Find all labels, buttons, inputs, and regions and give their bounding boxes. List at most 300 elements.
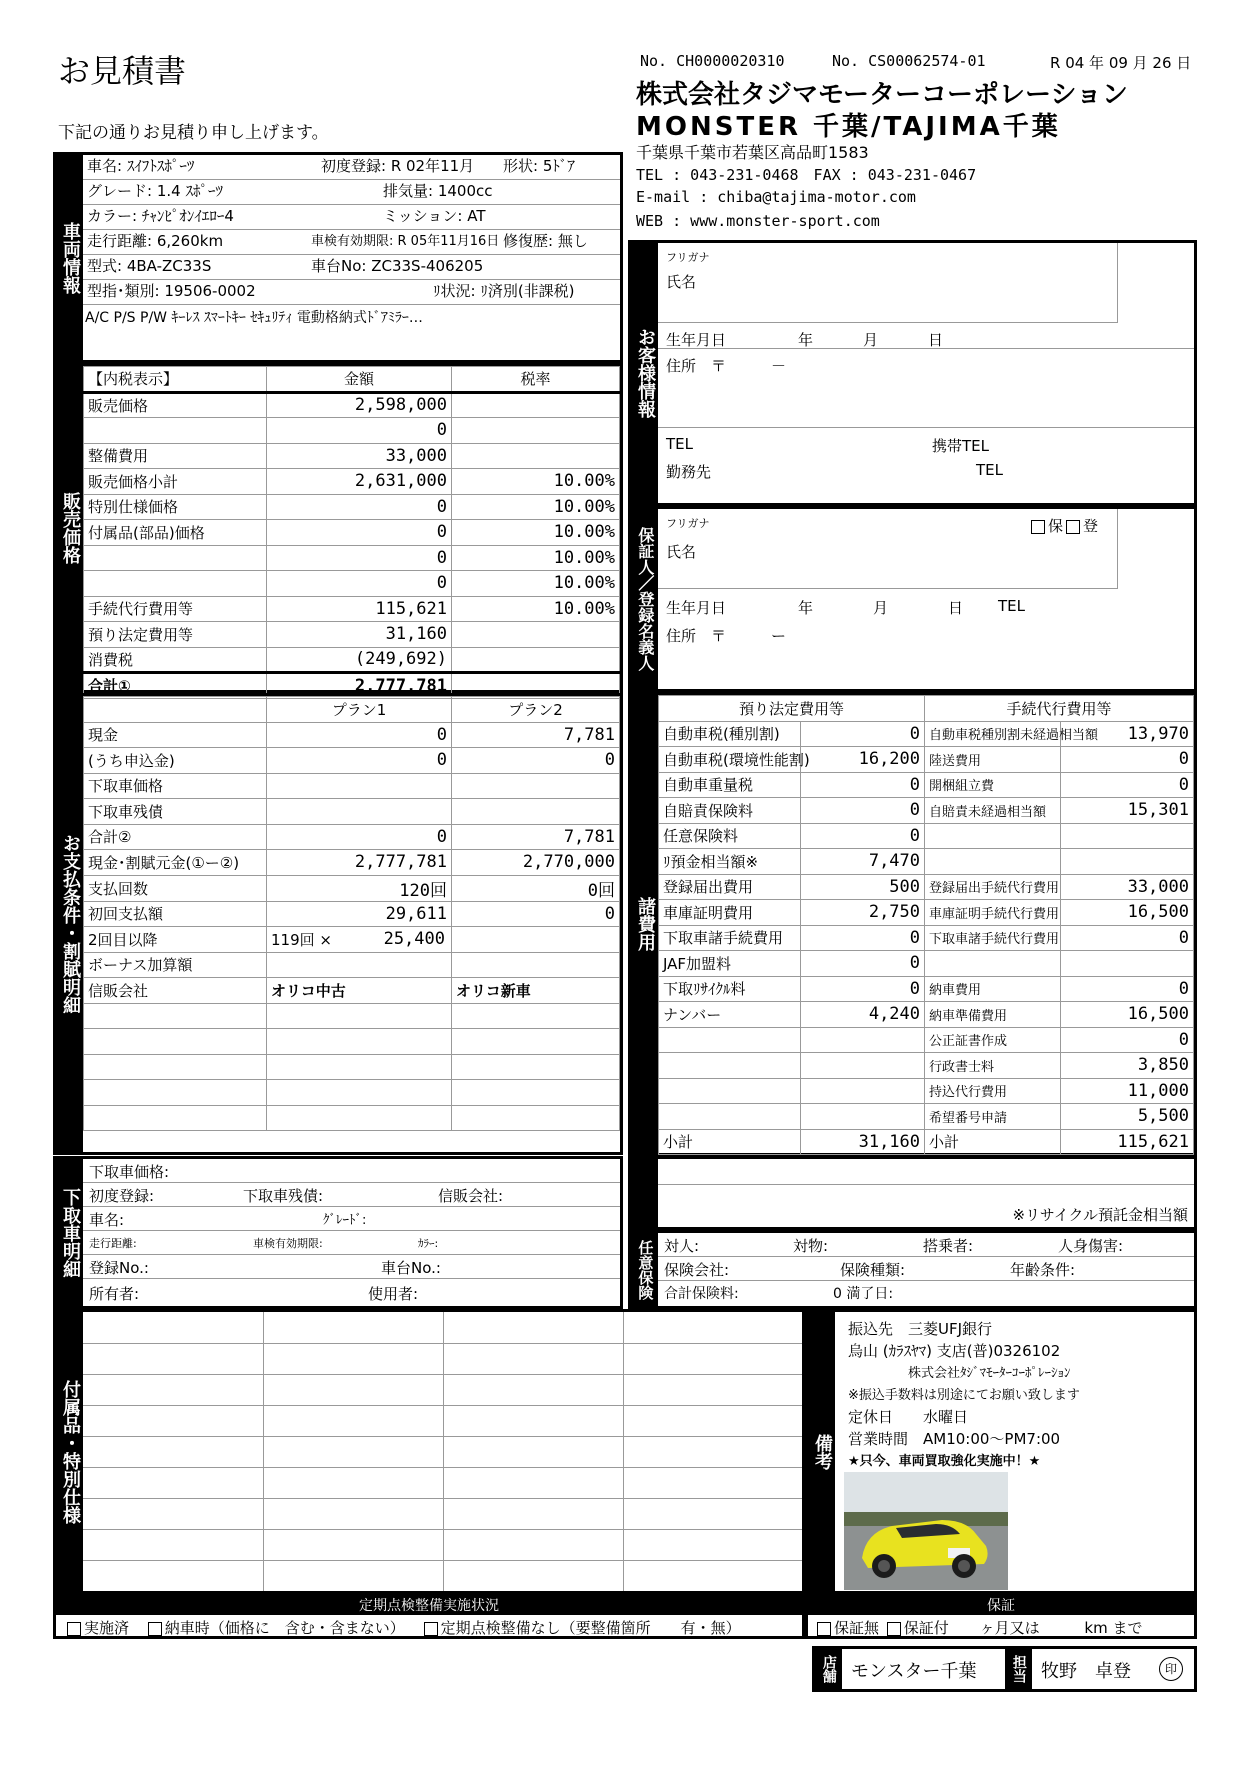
- guarantor-address: 住所 〒 ー: [666, 627, 787, 645]
- tradein-regno: 登録No.:: [89, 1259, 149, 1277]
- agency-fee-label: 行政書士料: [925, 1053, 1061, 1079]
- payment-plan2-value: 0回: [452, 875, 620, 901]
- payment-row: [84, 850, 620, 876]
- customer-label-text: お客様情報: [634, 328, 656, 418]
- agency-fee-amount: [1061, 849, 1194, 875]
- grid-line: [83, 1467, 802, 1468]
- company-name: 株式会社タジマモーターコーポレーション: [636, 80, 1128, 110]
- legal-fee-amount: 500: [801, 874, 925, 900]
- inspection-box: [53, 1594, 805, 1639]
- agency-fee-amount: 0: [1061, 976, 1194, 1002]
- price-header-1: 【内税表示】: [84, 367, 267, 393]
- fee-row: [659, 1053, 1194, 1079]
- price-row-tax: 10.00%: [452, 545, 620, 571]
- grid-line: [83, 1560, 802, 1561]
- intro-text: 下記の通りお見積り申し上げます。: [58, 123, 329, 143]
- displacement: 排気量: 1400cc: [383, 182, 493, 200]
- with-warranty-label: 保証付: [903, 1619, 949, 1637]
- legal-fee-label: [659, 1053, 801, 1079]
- legal-fee-label: 登録届出費用: [659, 874, 801, 900]
- agency-fee-amount: 13,970: [1061, 721, 1194, 747]
- agency-fee-amount: 16,500: [1061, 1002, 1194, 1028]
- price-row: [84, 418, 620, 444]
- no-warranty-label: 保証無: [834, 1619, 880, 1637]
- price-row-tax: [452, 443, 620, 469]
- company-email: E-mail : chiba@tajima-motor.com: [636, 188, 916, 206]
- legal-fee-label: ﾘ預金相当額※: [659, 849, 801, 875]
- legal-fee-amount: 0: [801, 798, 925, 824]
- agency-fee-label: 納車準備費用: [925, 1002, 1061, 1028]
- agency-fee-label: 登録届出手続代行費用: [925, 874, 1061, 900]
- payment-row-label: 支払回数: [84, 875, 267, 901]
- fee-row: [659, 849, 1194, 875]
- warranty-months: ヶ月又は: [979, 1619, 1040, 1637]
- price-row-tax: 10.00%: [452, 596, 620, 622]
- fee-row: [659, 900, 1194, 926]
- agency-fee-label: [925, 849, 1061, 875]
- price-box: [53, 363, 623, 696]
- guarantor-day: 日: [948, 599, 964, 617]
- estimate-no-1: No. CH0000020310: [640, 52, 785, 70]
- body-shape: 形状: 5ﾄﾞｱ: [503, 157, 575, 175]
- agency-fee-amount: 16,500: [1061, 900, 1194, 926]
- tradein-credit: 信販会社:: [438, 1187, 504, 1205]
- agency-fee-amount: 15,301: [1061, 798, 1194, 824]
- ins-property: 対物:: [793, 1237, 829, 1255]
- price-row: [84, 622, 620, 648]
- second-payment-count: 119回 ×: [271, 930, 332, 949]
- price-row-label: [84, 418, 267, 444]
- tradein-box: [53, 1156, 623, 1309]
- price-row-tax: 10.00%: [452, 520, 620, 546]
- promo-text: ★只今、車両買取強化実施中！★: [848, 1454, 1041, 1469]
- price-row-label: 販売価格小計: [84, 469, 267, 495]
- seal-mark: 印: [1159, 1657, 1183, 1681]
- legal-fee-label: 下取ﾘｻｲｸﾙ料: [659, 976, 801, 1002]
- price-row-tax: [452, 647, 620, 673]
- legal-fee-amount: 7,470: [801, 849, 925, 875]
- payment-row: [84, 875, 620, 901]
- agency-fee-amount: 5,500: [1061, 1104, 1194, 1130]
- agency-fee-amount: 0: [1061, 747, 1194, 773]
- registrant-checkbox[interactable]: [1066, 520, 1080, 534]
- price-row-amount: 33,000: [267, 443, 452, 469]
- accessory-label-text: 付属品・特別仕様: [59, 1379, 81, 1524]
- mileage: 走行距離: 6,260km: [87, 232, 224, 250]
- shop-name: MONSTER 千葉/TAJIMA千葉: [636, 112, 1061, 142]
- price-row-amount: 0: [267, 545, 452, 571]
- agency-fee-amount: 3,850: [1061, 1053, 1194, 1079]
- payment-label: [56, 696, 83, 1152]
- price-row-label: 特別仕様価格: [84, 494, 267, 520]
- tradein-label: [56, 1159, 83, 1306]
- payment-plan1-value: 0: [267, 824, 452, 850]
- fee-row: [659, 823, 1194, 849]
- legal-fee-amount: 0: [801, 823, 925, 849]
- chassis-no: 車台No: ZC33S-406205: [311, 257, 484, 275]
- customer-furigana: フリガナ: [666, 251, 710, 264]
- first-registration: 初度登録: R 02年11月: [321, 157, 475, 175]
- price-row-label: 整備費用: [84, 443, 267, 469]
- accessory-box: [53, 1309, 805, 1594]
- payment-row-label: 現金: [84, 722, 267, 748]
- price-row-amount: 0: [267, 494, 452, 520]
- no-warranty-checkbox[interactable]: [817, 1622, 831, 1636]
- credit-company-1: オリコ中古: [267, 978, 452, 1004]
- fee-row: [659, 1002, 1194, 1028]
- price-row: [84, 494, 620, 520]
- registrant-opt-label: 登: [1083, 517, 1099, 535]
- grade: グレード: 1.4 ｽﾎﾟｰﾂ: [87, 182, 223, 200]
- inspection-delivery-checkbox[interactable]: [148, 1622, 162, 1636]
- fees-box: [628, 692, 1197, 1156]
- vehicle-info-label-text: 車両情報: [59, 221, 81, 294]
- credit-company-label: 信販会社: [84, 978, 267, 1004]
- fee-row: [659, 772, 1194, 798]
- car-photo: [844, 1472, 1008, 1590]
- company-web: WEB : www.monster-sport.com: [636, 212, 880, 230]
- bonus-label: ボーナス加算額: [84, 952, 267, 978]
- tradein-car: 車名:: [89, 1211, 125, 1229]
- inspection-delivery-label: 納車時（価格に 含む・含まない）: [164, 1619, 405, 1637]
- legal-fee-amount: [801, 1027, 925, 1053]
- payment-row: [84, 748, 620, 774]
- payment-plan2-value: 7,781: [452, 722, 620, 748]
- guarantor-checkbox[interactable]: [1031, 520, 1045, 534]
- price-row: [84, 392, 620, 418]
- holiday: 定休日 水曜日: [848, 1408, 969, 1426]
- legal-fee-label: [659, 1104, 801, 1130]
- ins-expiry: 0 満了日:: [833, 1286, 894, 1302]
- plan2-header: プラン2: [452, 697, 620, 723]
- vehicle-info-label: [56, 155, 83, 360]
- legal-fee-label: 車庫証明費用: [659, 900, 801, 926]
- fee-row: [659, 1027, 1194, 1053]
- legal-fee-label: 自賠責保険料: [659, 798, 801, 824]
- inspection-none-checkbox[interactable]: [424, 1622, 438, 1636]
- price-row-label: 手続代行費用等: [84, 596, 267, 622]
- plan1-header: プラン1: [267, 697, 452, 723]
- customer-birth-month: 月: [863, 331, 879, 349]
- insurance-label: [631, 1233, 658, 1306]
- price-row-tax: [452, 392, 620, 418]
- payment-plan1-value: 0: [267, 748, 452, 774]
- inspection-none-label: 定期点検整備なし（要整備箇所 有・無）: [440, 1619, 741, 1637]
- fee-row: [659, 925, 1194, 951]
- warranty-title: 保証: [808, 1597, 1194, 1615]
- legal-fee-amount: 0: [801, 772, 925, 798]
- payment-plan1-value: 2,777,781: [267, 850, 452, 876]
- business-hours: 営業時間 AM10:00～PM7:00: [848, 1430, 1061, 1448]
- price-row-label: 付属品(部品)価格: [84, 520, 267, 546]
- recycle-note-label-bar: [631, 1159, 658, 1227]
- guarantor-furigana: フリガナ: [666, 517, 710, 530]
- vehicle-info-box: [53, 152, 623, 363]
- with-warranty-checkbox[interactable]: [887, 1622, 901, 1636]
- tradein-inspect: 車検有効期限:: [253, 1237, 323, 1250]
- tradein-owner: 所有者:: [89, 1285, 140, 1303]
- fees-subtotal-label-1: 小計: [659, 1129, 801, 1155]
- staff-label: [1005, 1649, 1032, 1689]
- guarantor-name-label: 氏名: [666, 543, 697, 561]
- equipment: A/C P/S P/W ｷｰﾚｽ ｽﾏｰﾄｷｰ ｾｷｭﾘﾃｨ 電動格納式ﾄﾞｱﾐﾗｰ…: [85, 310, 423, 326]
- price-row-tax: [452, 418, 620, 444]
- payment-row-label: (うち申込金): [84, 748, 267, 774]
- payment-row-label: 現金･割賦元金(①ー②): [84, 850, 267, 876]
- payment-box: [53, 693, 623, 1155]
- legal-fee-label: 自動車税(種別割): [659, 721, 801, 747]
- model-code: 型式: 4BA-ZC33S: [87, 257, 212, 275]
- guarantor-label: [631, 509, 658, 689]
- customer-birth-year: 年: [798, 331, 814, 349]
- agency-fee-label: 開梱組立費: [925, 772, 1061, 798]
- customer-birth: 生年月日: [666, 331, 727, 349]
- warranty-km: km まで: [1084, 1619, 1143, 1637]
- legal-fee-label: [659, 1027, 801, 1053]
- notes-label: [808, 1312, 835, 1591]
- price-row-tax: 10.00%: [452, 494, 620, 520]
- payment-plan2-value: [452, 773, 620, 799]
- legal-fee-amount: 16,200: [801, 747, 925, 773]
- payment-row-label: 合計②: [84, 824, 267, 850]
- tradein-debt: 下取車残債:: [243, 1187, 324, 1205]
- recycle-note: ※リサイクル預託金相当額: [1012, 1206, 1188, 1224]
- staff-name: 牧野 卓登: [1041, 1661, 1131, 1682]
- recycle-note-box: [628, 1156, 1197, 1230]
- payment-row-label: 下取車残債: [84, 799, 267, 825]
- guarantor-opt-label: 保: [1048, 517, 1064, 535]
- price-row-amount: 115,621: [267, 596, 452, 622]
- ins-company: 保険会社:: [664, 1261, 730, 1279]
- grid-line: [83, 1498, 802, 1499]
- price-row: [84, 469, 620, 495]
- agency-fee-label: 陸送費用: [925, 747, 1061, 773]
- price-row-tax: 10.00%: [452, 469, 620, 495]
- tradein-mileage: 走行距離:: [89, 1237, 137, 1250]
- color: カラー: ﾁｬﾝﾋﾟｵﾝｲｴﾛｰ4: [87, 207, 234, 225]
- agency-fee-label: 車庫証明手続代行費用: [925, 900, 1061, 926]
- payment-row: [84, 722, 620, 748]
- customer-work: 勤務先: [666, 463, 712, 481]
- tradein-user: 使用者:: [368, 1285, 419, 1303]
- payment-plan1-value: [267, 799, 452, 825]
- price-row-amount: 0: [267, 520, 452, 546]
- store-box: [812, 1646, 1197, 1692]
- tradein-grade: ｸﾞﾚｰﾄﾞ:: [323, 1213, 367, 1228]
- bank-branch: 烏山 (ｶﾗｽﾔﾏ) 支店(普)0326102: [848, 1342, 1061, 1360]
- price-label-text: 販売価格: [59, 492, 81, 564]
- grid-line: [83, 1405, 802, 1406]
- agency-fee-label: 希望番号申請: [925, 1104, 1061, 1130]
- customer-address: 住所 〒 －: [666, 357, 787, 375]
- legal-fee-amount: 0: [801, 976, 925, 1002]
- fees-subtotal-label-2: 小計: [925, 1129, 1061, 1155]
- customer-tel: TEL: [666, 435, 693, 453]
- staff-label-text: 担当: [1010, 1655, 1027, 1683]
- agency-fee-amount: 0: [1061, 925, 1194, 951]
- transfer-fee-note: ※振込手数料は別途にてお願い致します: [848, 1388, 1080, 1403]
- fees-label: [631, 695, 658, 1153]
- payment-plan2-value: 0: [452, 748, 620, 774]
- payment-plan1-value: 0: [267, 722, 452, 748]
- payment-row: [84, 799, 620, 825]
- agency-fee-label: 自賠責未経過相当額: [925, 798, 1061, 824]
- warranty-box: [805, 1594, 1197, 1639]
- ins-injury: 人身傷害:: [1058, 1237, 1124, 1255]
- price-row-amount: 0: [267, 418, 452, 444]
- fee-row: [659, 798, 1194, 824]
- grid-line: [83, 1374, 802, 1375]
- customer-work-tel: TEL: [976, 461, 1003, 479]
- tradein-reg: 初度登録:: [89, 1187, 155, 1205]
- insurance-box: [628, 1230, 1197, 1309]
- guarantor-label-text: 保証人／登録名義人: [635, 527, 655, 671]
- agency-fee-amount: [1061, 951, 1194, 977]
- fees-subtotal-2: 115,621: [1061, 1129, 1194, 1155]
- payment-row: [84, 824, 620, 850]
- bank-name: 振込先 三菱UFJ銀行: [848, 1320, 993, 1338]
- customer-name-label: 氏名: [666, 273, 697, 291]
- legal-fee-amount: [801, 1053, 925, 1079]
- price-row-tax: 10.00%: [452, 571, 620, 597]
- price-row-label: 預り法定費用等: [84, 622, 267, 648]
- payment-plan1-value: 120回: [267, 875, 452, 901]
- fees-table: [658, 695, 1194, 1155]
- fees-header-2: 手続代行費用等: [925, 696, 1194, 722]
- inspection-title: 定期点検整備実施状況: [56, 1597, 802, 1615]
- tradein-color: ｶﾗｰ:: [418, 1237, 439, 1250]
- grid-line: [83, 1343, 802, 1344]
- accessory-grid: [83, 1312, 802, 1591]
- legal-fee-amount: [801, 1104, 925, 1130]
- payment-label-text: お支払条件・割賦明細: [59, 834, 81, 1014]
- agency-fee-label: [925, 823, 1061, 849]
- recycle-status: ﾘ状況: ﾘ済別(非課税): [433, 282, 575, 300]
- fees-label-text: 諸費用: [634, 897, 656, 951]
- second-payment-label: 2回目以降: [84, 927, 267, 953]
- fee-row: [659, 1078, 1194, 1104]
- store-name: モンスター千葉: [851, 1661, 977, 1682]
- customer-mobile: 携帯TEL: [932, 437, 989, 455]
- price-row-label: [84, 545, 267, 571]
- fee-row: [659, 951, 1194, 977]
- fee-row: [659, 976, 1194, 1002]
- grid-line: [443, 1312, 444, 1591]
- grid-line: [263, 1312, 264, 1591]
- ins-age: 年齢条件:: [1010, 1261, 1076, 1279]
- grid-line: [83, 1529, 802, 1530]
- legal-fee-amount: 0: [801, 925, 925, 951]
- fee-row: [659, 874, 1194, 900]
- legal-fee-label: [659, 1078, 801, 1104]
- payment-plan2-value: 2,770,000: [452, 850, 620, 876]
- agency-fee-label: [925, 951, 1061, 977]
- payment-plan2-value: [452, 799, 620, 825]
- payment-plan1-value: 29,611: [267, 901, 452, 927]
- grid-line: [83, 1436, 802, 1437]
- payment-row: [84, 773, 620, 799]
- price-row-tax: [452, 622, 620, 648]
- ins-passenger: 搭乗者:: [923, 1237, 974, 1255]
- fees-subtotal-1: 31,160: [801, 1129, 925, 1155]
- price-header-2: 金額: [267, 367, 452, 393]
- price-row: [84, 596, 620, 622]
- type-class: 型指･類別: 19506-0002: [87, 282, 256, 300]
- price-row-amount: 2,631,000: [267, 469, 452, 495]
- page-title: お見積書: [58, 52, 187, 90]
- inspection-expiry: 車検有効期限: R 05年11月16日: [311, 234, 500, 249]
- ins-total: 合計保険料:: [664, 1286, 739, 1302]
- company-tel: TEL : 043-231-0468 FAX : 043-231-0467: [636, 166, 977, 184]
- price-label: [56, 366, 83, 690]
- insurance-label-text: 任意保険: [636, 1239, 655, 1300]
- legal-fee-amount: 4,240: [801, 1002, 925, 1028]
- agency-fee-label: 公正証書作成: [925, 1027, 1061, 1053]
- fees-header-1: 預り法定費用等: [659, 696, 925, 722]
- price-row: [84, 571, 620, 597]
- legal-fee-amount: 2,750: [801, 900, 925, 926]
- legal-fee-amount: 0: [801, 951, 925, 977]
- credit-company-2: オリコ新車: [452, 978, 620, 1004]
- ins-kind: 保険種類:: [840, 1261, 906, 1279]
- transmission: ミッション: AT: [383, 207, 486, 225]
- guarantor-year: 年: [798, 599, 814, 617]
- total-1-value: 2,777,781: [267, 673, 452, 699]
- bank-holder: 株式会社ﾀｼﾞﾏﾓｰﾀｰｺｰﾎﾟﾚｰｼｮﾝ: [908, 1366, 1071, 1381]
- price-header-3: 税率: [452, 367, 620, 393]
- legal-fee-label: 自動車税(環境性能割): [659, 747, 801, 773]
- notes-label-text: 備考: [811, 1433, 833, 1470]
- price-table: [83, 366, 620, 699]
- estimate-date: R 04 年 09 月 26 日: [1050, 54, 1192, 72]
- customer-label: [631, 243, 658, 503]
- price-row-amount: 31,160: [267, 622, 452, 648]
- price-row-amount: (249,692): [267, 647, 452, 673]
- payment-plan2-value: 0: [452, 901, 620, 927]
- guarantor-box: [628, 506, 1197, 692]
- payment-row-label: 下取車価格: [84, 773, 267, 799]
- legal-fee-label: 下取車諸手続費用: [659, 925, 801, 951]
- payment-plan1-value: [267, 773, 452, 799]
- price-row: [84, 545, 620, 571]
- store-label-text: 店舗: [820, 1655, 837, 1683]
- second-payment-amount: 25,400: [383, 928, 445, 949]
- store-label: [815, 1649, 842, 1689]
- notes-box: [805, 1309, 1197, 1594]
- price-row-amount: 2,598,000: [267, 392, 452, 418]
- agency-fee-amount: 33,000: [1061, 874, 1194, 900]
- inspection-done-label: 実施済: [84, 1619, 130, 1637]
- car-name: 車名: ｽｲﾌﾄｽﾎﾟｰﾂ: [87, 157, 195, 175]
- inspection-done-checkbox[interactable]: [67, 1622, 81, 1636]
- agency-fee-amount: 11,000: [1061, 1078, 1194, 1104]
- price-row: [84, 647, 620, 673]
- customer-birth-day: 日: [928, 331, 944, 349]
- company-address: 千葉県千葉市若葉区高品町1583: [636, 143, 869, 162]
- grid-line: [623, 1312, 624, 1591]
- agency-fee-label: 下取車諸手続代行費用: [925, 925, 1061, 951]
- legal-fee-label: ナンバー: [659, 1002, 801, 1028]
- price-row-label: 消費税: [84, 647, 267, 673]
- agency-fee-label: 自動車税種別割未経過相当額: [925, 721, 1061, 747]
- payment-plan2-value: 7,781: [452, 824, 620, 850]
- tradein-price: 下取車価格:: [89, 1163, 170, 1181]
- agency-fee-amount: [1061, 823, 1194, 849]
- tradein-label-text: 下取車明細: [59, 1187, 81, 1278]
- legal-fee-amount: 0: [801, 721, 925, 747]
- legal-fee-amount: [801, 1078, 925, 1104]
- agency-fee-amount: 0: [1061, 772, 1194, 798]
